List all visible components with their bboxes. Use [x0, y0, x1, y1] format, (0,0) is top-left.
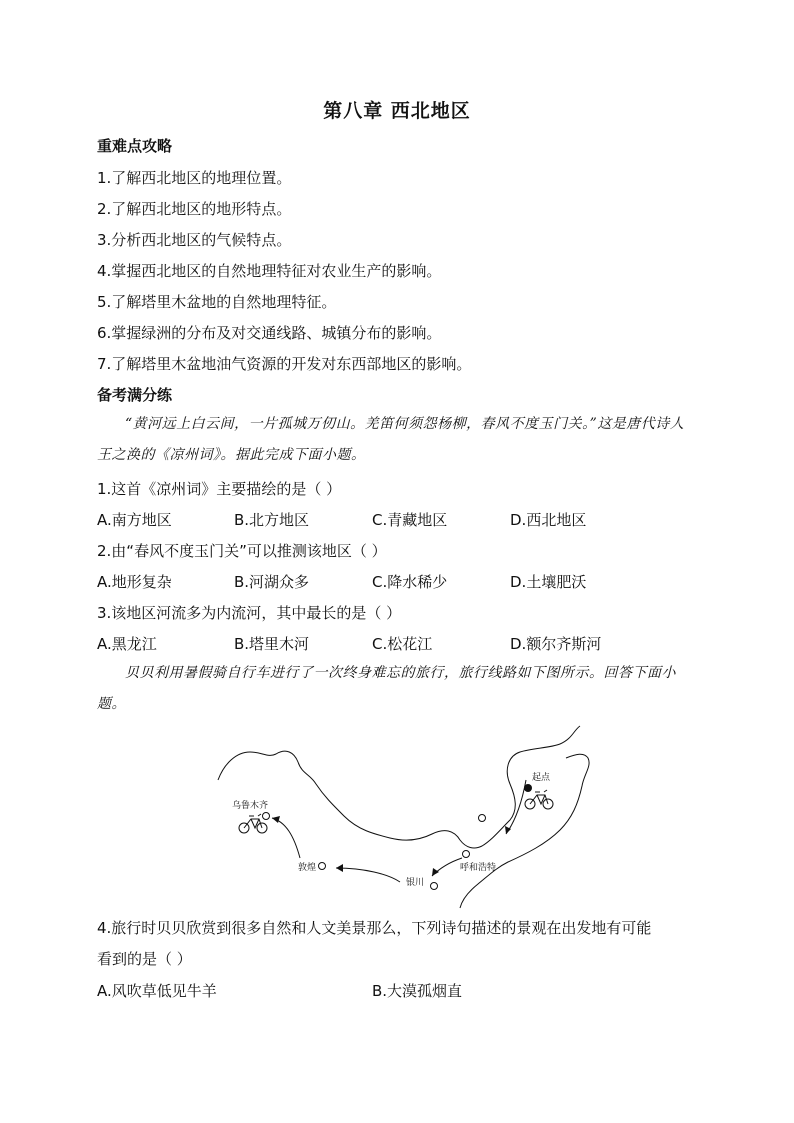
section-heading-key-points: 重难点攻略	[97, 137, 173, 155]
q1-option-a: A.南方地区	[97, 511, 172, 529]
q3-option-a: A.黑龙江	[97, 635, 157, 653]
route-segment-1	[506, 780, 526, 834]
city-marker-unnamed	[479, 815, 486, 822]
q4-option-a: A.风吹草低见牛羊	[97, 982, 217, 1000]
q2-option-b: B.河湖众多	[234, 573, 310, 591]
q3-option-d: D.额尔齐斯河	[510, 635, 602, 653]
map-label-yinchuan: 银川	[406, 878, 425, 888]
map-label-hohhot: 呼和浩特	[460, 863, 497, 873]
route-arrowhead-3	[336, 864, 343, 872]
question-3-stem: 3.该地区河流多为内流河，其中最长的是（ ）	[97, 604, 402, 622]
city-marker-urumqi	[263, 813, 270, 820]
city-marker-yinchuan	[431, 883, 438, 890]
key-point-6: 6.掌握绿洲的分布及对交通线路、城镇分布的影响。	[97, 324, 442, 342]
start-point-marker	[524, 784, 532, 792]
q1-option-b: B.北方地区	[234, 511, 310, 529]
route-arrowhead-4	[272, 816, 280, 823]
q2-option-a: A.地形复杂	[97, 573, 172, 591]
bicycle-icon-start	[525, 790, 553, 809]
key-point-3: 3.分析西北地区的气候特点。	[97, 231, 292, 249]
passage-poem: “黄河远上白云间，一片孤城万仞山。羌笛何须怨杨柳，春风不度玉门关。”这是唐代诗人王之涣的《凉州词》。据此完成下面小题。	[97, 416, 685, 463]
city-marker-hohhot	[463, 851, 470, 858]
route-segment-3	[336, 868, 400, 882]
passage-bike-trip: 贝贝利用暑假骑自行车进行了一次终身难忘的旅行，旅行线路如下图所示。回答下面小题。	[97, 665, 676, 712]
q3-option-c: C.松花江	[372, 635, 433, 653]
q1-option-c: C.青藏地区	[372, 511, 448, 529]
route-arrowhead-2	[432, 868, 439, 876]
question-4-stem-line1: 4.旅行时贝贝欣赏到很多自然和人文美景那么，下列诗句描述的景观在出发地有可能	[97, 919, 652, 937]
section-heading-practice: 备考满分练	[97, 386, 173, 404]
question-4-stem-line2: 看到的是（ ）	[97, 950, 192, 968]
q1-option-d: D.西北地区	[510, 511, 587, 529]
q2-option-d: D.土壤肥沃	[510, 573, 587, 591]
route-segment-4	[272, 818, 300, 858]
map-label-start: 起点	[532, 773, 551, 783]
question-1-stem: 1.这首《凉州词》主要描绘的是（ ）	[97, 480, 342, 498]
key-point-7: 7.了解塔里木盆地油气资源的开发对东西部地区的影响。	[97, 355, 472, 373]
page-title: 第八章 西北地区	[323, 100, 471, 122]
map-boundary-lower	[460, 754, 589, 908]
question-2-stem: 2.由“春风不度玉门关”可以推测该地区（ ）	[97, 542, 387, 560]
route-map	[210, 722, 610, 912]
key-point-2: 2.了解西北地区的地形特点。	[97, 200, 292, 218]
key-point-1: 1.了解西北地区的地理位置。	[97, 169, 292, 187]
q4-option-b: B.大漠孤烟直	[372, 982, 463, 1000]
map-label-urumqi: 乌鲁木齐	[232, 801, 269, 811]
city-marker-dunhuang	[319, 863, 326, 870]
key-point-4: 4.掌握西北地区的自然地理特征对农业生产的影响。	[97, 262, 442, 280]
q3-option-b: B.塔里木河	[234, 635, 310, 653]
map-label-dunhuang: 敦煌	[298, 863, 317, 873]
key-point-5: 5.了解塔里木盆地的自然地理特征。	[97, 293, 337, 311]
q2-option-c: C.降水稀少	[372, 573, 448, 591]
